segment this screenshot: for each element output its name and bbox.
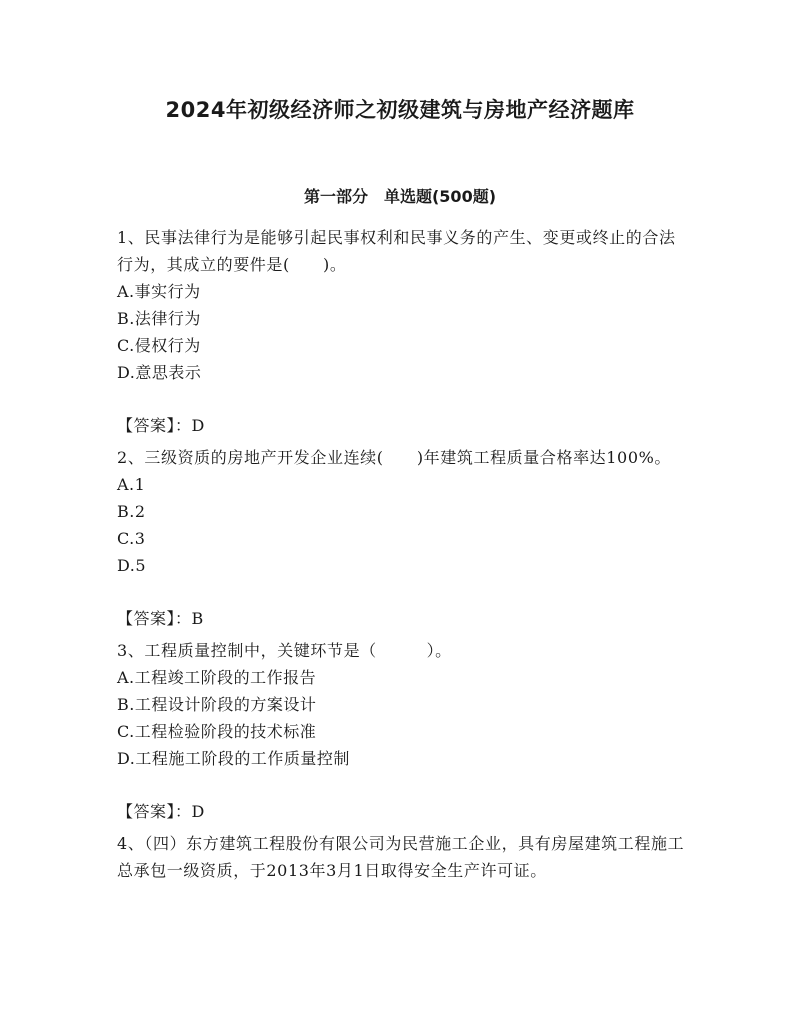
option-a: A.1 [117, 475, 146, 494]
answer-label: 【答案】： [117, 609, 192, 628]
option-b: B.工程设计阶段的方案设计 [117, 695, 317, 714]
option-b: B.法律行为 [117, 309, 201, 328]
answer-line [117, 798, 687, 825]
option-d: D.工程施工阶段的工作质量控制 [117, 749, 350, 768]
option-d: D.5 [117, 556, 147, 575]
question-4 [117, 830, 687, 884]
option-a: A.事实行为 [117, 282, 201, 301]
answer-line [117, 605, 687, 632]
question-stem: 4、（四）东方建筑工程股份有限公司为民营施工企业，具有房屋建筑工程施工总承包一级资质，于2013年3月1日取得安全生产许可证。 [117, 834, 685, 880]
option-b: B.2 [117, 502, 146, 521]
option-c: C.侵权行为 [117, 336, 201, 355]
answer-line [117, 412, 687, 439]
answer-label: 【答案】： [117, 416, 192, 435]
question-list [117, 224, 687, 884]
question-2 [117, 444, 687, 632]
option-a: A.工程竣工阶段的工作报告 [117, 668, 317, 687]
answer-value: D [191, 416, 205, 435]
question-stem: 2、三级资质的房地产开发企业连续( )年建筑工程质量合格率达100%。 [117, 448, 672, 467]
document-title: 2024年初级经济师之初级建筑与房地产经济题库 [165, 98, 635, 122]
answer-label: 【答案】： [117, 802, 192, 821]
question-stem: 3、工程质量控制中，关键环节是（ ）。 [117, 641, 452, 660]
section-title: 第一部分 单选题(500题) [303, 187, 497, 206]
option-c: C.工程检验阶段的技术标准 [117, 722, 317, 741]
question-3 [117, 637, 687, 825]
question-stem: 1、民事法律行为是能够引起民事权利和民事义务的产生、变更或终止的合法行为，其成立的要件是( )。 [117, 228, 676, 274]
option-d: D.意思表示 [117, 363, 202, 382]
answer-value: D [191, 802, 205, 821]
question-1 [117, 224, 687, 439]
option-c: C.3 [117, 529, 146, 548]
answer-value: B [191, 609, 204, 628]
